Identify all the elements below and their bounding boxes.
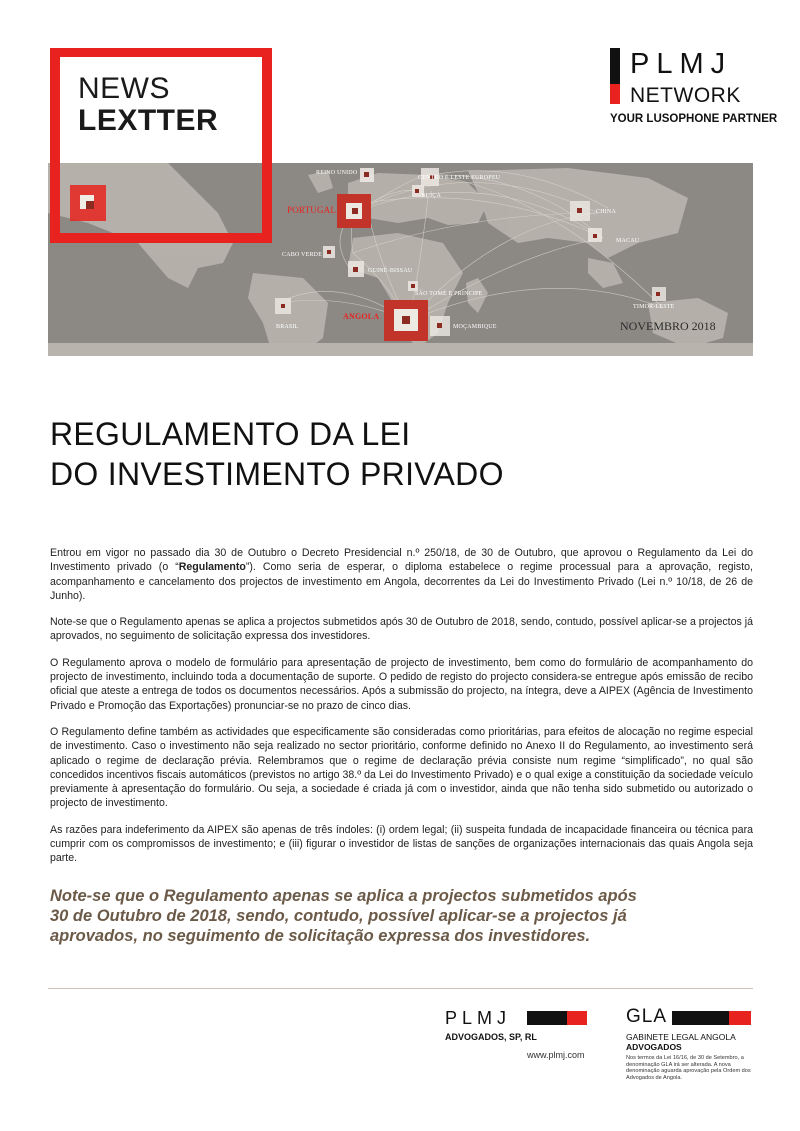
map-label-centro-leste: CENTRO E LESTE EUROPEU: [418, 175, 501, 181]
article-title-line2: DO INVESTIMENTO PRIVADO: [50, 456, 504, 492]
newsletter-title-line1: NEWS: [78, 72, 170, 105]
footer-gla-note: Nos termos da Lei 16/16, de 30 de Setembro, a denominação GLA irá ser alterada. A nova denominação aguarda aprovação pela Ordem dos Advogados de Angola.: [626, 1055, 751, 1081]
map-label-timor-leste: TIMOR-LESTE: [633, 304, 675, 310]
map-label-mocambique: MOÇAMBIQUE: [453, 324, 497, 330]
article-body: [50, 546, 753, 878]
footer-gla-bar-red: [729, 1011, 751, 1025]
footer-gla-bar-black: [672, 1011, 729, 1025]
article-title-line1: REGULAMENTO DA LEI: [50, 416, 411, 452]
pull-quote-line3: aprovados, no seguimento de solicitação expressa dos investidores.: [50, 927, 591, 945]
newsletter-title: [78, 74, 218, 136]
map-label-reino-unido: REINO UNIDO: [316, 170, 358, 176]
logo-tagline: YOUR LUSOPHONE PARTNER: [610, 113, 778, 125]
logo-bar-red: [610, 84, 620, 104]
footer-gla-name: GLA: [626, 1006, 668, 1027]
paragraph-1: [50, 546, 753, 603]
map-label-angola: ANGOLA: [343, 312, 380, 321]
map-label-macau: MACAU: [616, 238, 640, 244]
footer-plmj-url[interactable]: www.plmj.com: [527, 1050, 585, 1060]
paragraph-5: As razões para indeferimento da AIPEX são apenas de três índoles: (i) ordem legal; (ii) suspeita fundada de incapacidade financeira ou técnica para cumprir com os compromissos de investimento; e (iii) figurar o investidor de listas de sanções de organizações internacionais das quais Angola seja parte.: [50, 823, 753, 865]
pull-quote: [50, 886, 670, 946]
footer-plmj-bar-black: [527, 1011, 567, 1025]
footer-plmj-bar-red: [567, 1011, 587, 1025]
map-label-guine-bissau: GUINÉ-BISSAU: [368, 268, 413, 274]
paragraph-1-text-a: Entrou em vigor no passado dia 30 de Outubro o Decreto Presidencial n.º 250/18, de 30 de Outubro, que aprovou o Regulamento da Lei do Investimento privado (o “: [50, 547, 753, 574]
footer-divider: [48, 988, 753, 989]
paragraph-3: O Regulamento aprova o modelo de formulário para apresentação de projecto de investimento, bem como do formulário de acompanhamento do projecto de investimento, incluindo toda a documentação de suporte. O pedido de registo do projecto considera-se entregue após emissão de recibo oficial que ateste a entrega de todos os documentos necessários. Após a submissão do projecto, na íntegra, deve a AIPEX (Agência de Investimento Privado e Promoção das Exportações) pronunciar-se no prazo de cinco dias.: [50, 656, 753, 712]
footer-plmj-name: PLMJ: [445, 1008, 512, 1028]
map-label-portugal: PORTUGAL: [287, 205, 337, 215]
pull-quote-line2: 30 de Outubro de 2018, sendo, contudo, possível aplicar-se a projectos já: [50, 907, 627, 925]
footer-gla-subtitle: GABINETE LEGAL ANGOLA: [626, 1032, 736, 1042]
newsletter-title-line2: LEXTTER: [78, 104, 219, 137]
map-label-cabo-verde: CABO VERDE: [282, 252, 323, 258]
paragraph-4: O Regulamento define também as actividades que especificamente são consideradas como prioritárias, para efeitos de alocação no regime especial de investimento. Caso o investimento não seja realizado no sector prioritário, conforme definido no Anexo II do Regulamento, ao investimento será aplicado o regime de declaração prévia. Relembramos que o regime de declaração prévia consiste num regime “simplificado”, no qual são concedidos incentivos fiscais automáticos (previstos no artigo 38.º da Lei do Investimento Privado) e o qual exige a constituição da sociedade veículo previamente à apresentação do formulário. Ou seja, a sociedade é criada já com o investidor, ainda que não tenha sido submetido ou autorizado o projecto de investimento.: [50, 725, 753, 810]
paragraph-1-text-b: ”). Como seria de esperar, o diploma estabelece o regime processual para a aprovação, registo, acompanhamento e cancelamento dos projectos de investimento em Angola, decorrentes da Lei do Investimento Privado (Lei n.º 10/18, de 26 de Junho).: [50, 561, 753, 602]
map-label-sao-tome: SÃO TOMÉ E PRÍNCIPE: [415, 291, 483, 297]
paragraph-2: Note-se que o Regulamento apenas se aplica a projectos submetidos após 30 de Outubro de 2018, sendo, contudo, possível aplicar-se a projectos já aprovados, no seguimento de solicitação expressa dos investidores.: [50, 616, 753, 643]
map-label-suica: SUÍÇA: [422, 193, 442, 199]
pull-quote-line1: Note-se que o Regulamento apenas se aplica a projectos submetidos após: [50, 887, 637, 905]
footer-gla-subtitle2: ADVOGADOS: [626, 1042, 682, 1052]
paragraph-1-bold: Regulamento: [178, 561, 246, 574]
issue-date: NOVEMBRO 2018: [620, 319, 716, 333]
map-label-brasil: BRASIL: [276, 324, 299, 330]
footer-plmj-subtitle: ADVOGADOS, SP, RL: [445, 1032, 537, 1042]
article-title: [50, 414, 504, 494]
logo-name: PLMJ: [630, 48, 733, 80]
map-label-china: CHINA: [596, 209, 616, 215]
logo-network: NETWORK: [630, 84, 741, 107]
